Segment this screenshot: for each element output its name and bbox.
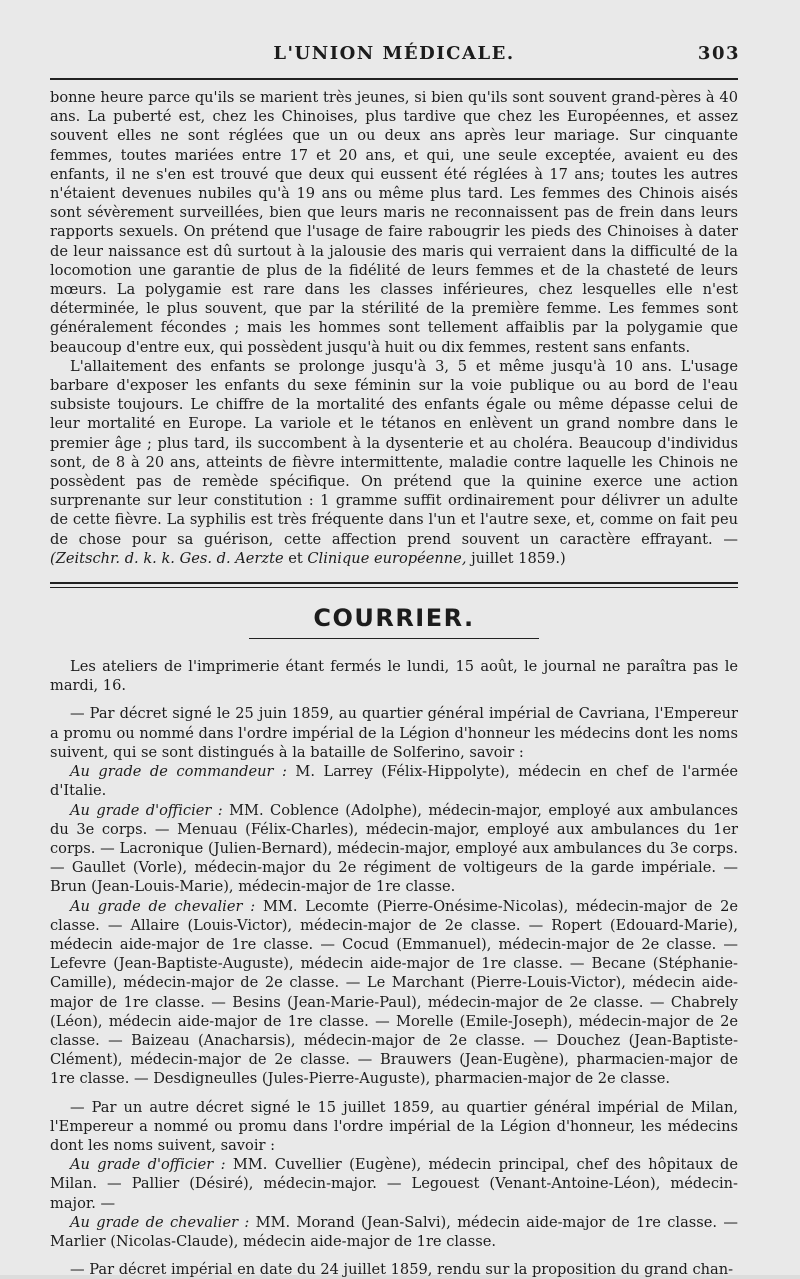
paragraph: Au grade de commandeur : M. Larrey (Félix-Hippolyte), médecin en chef de l'armée d'Italie. [50,763,738,800]
section-divider [50,582,738,588]
section-heading: COURRIER. [313,604,475,633]
article-continuation [50,88,738,568]
paragraph: Au grade d'officier : MM. Coblence (Adolphe), médecin-major, employé aux ambulances du 3e corps. — Menuau (Félix-Charles), médecin-major, employé aux ambulances du 1er corps. — Lacronique (Julien-Bernard), médecin-major, employé aux ambulances du 3e corps. — Gaullet (Vorle), médecin-major du 2e régiment de voltigeurs de la garde impériale. — Brun (Jean-Louis-Marie), médecin-major de 1re classe. [50,801,738,896]
header-rule [50,78,738,80]
paragraph: L'allaitement des enfants se prolonge jusqu'à 3, 5 et même jusqu'à 10 ans. L'usage barbare d'exposer les enfants du sexe féminin sur la voie publique ou au bord de l'eau subsiste toujours. Le chiffre de la mortalité des enfants égale ou même dépasse celui de leur mortalité en Europe. La variole et le tétanos en enlèvent un grand nombre dans le premier âge ; plus tard, ils succombent à la dysenterie et au choléra. Beaucoup d'individus sont, de 8 à 20 ans, atteints de fièvre intermittente, maladie contre laquelle les Chinois ne possèdent pas de remède spécifique. On prétend que la quinine exerce une action surprenante sur leur constitution : 1 gramme suffit ordinairement pour délivrer un adulte de cette fièvre. La syphilis est très fréquente dans l'un et l'autre sexe, et, comme on fait peu de chose pour sa guérison, cette affection prend souvent un caractère effrayant. — (Zeitschr. d. k. k. Ges. d. Aerzte et Clinique européenne, juillet 1859.) [50,357,738,567]
paragraph: Au grade de chevalier : MM. Lecomte (Pierre-Onésime-Nicolas), médecin-major de 2e classe. — Allaire (Louis-Victor), médecin-major de 2e classe. — Ropert (Edouard-Marie), médecin aide-major de 1re classe. — Cocud (Emmanuel), médecin-major de 2e classe. — Lefevre (Jean-Baptiste-Auguste), médecin aide-major de 1re classe. — Becane (Stéphanie-Camille), médecin-major de 2e classe. — Le Marchant (Pierre-Louis-Victor), médecin aide-major de 1re classe. — Besins (Jean-Marie-Paul), médecin-major de 2e classe. — Chabrely (Léon), médecin aide-major de 1re classe. — Morelle (Emile-Joseph), médecin-major de 2e classe. — Baizeau (Anacharsis), médecin-major de 2e classe. — Douchez (Jean-Baptiste-Clément), médecin-major de 2e classe. — Brauwers (Jean-Eugène), pharmacien-major de 1re classe. — Desdigneulles (Jules-Pierre-Auguste), pharmacien-major de 2e classe. [50,897,738,1088]
paragraph: Au grade de chevalier : MM. Morand (Jean-Salvi), médecin aide-major de 1re classe. — Marlier (Nicolas-Claude), médecin aide-major de 1re classe. [50,1213,738,1250]
courrier-section [50,657,738,1279]
paragraph: Au grade d'officier : MM. Cuvellier (Eugène), médecin principal, chef des hôpitaux de Milan. — Pallier (Désiré), médecin-major. — Legouest (Venant-Antoine-Léon), médecin-major. — [50,1156,738,1212]
paragraph: — Par décret signé le 25 juin 1859, au quartier général impérial de Cavriana, l'Empereur a promu ou nommé dans l'ordre impérial de la Légion d'honneur les médecins dont les noms suivent, qui se sont distingués à la bataille de Solferino, savoir : [50,705,738,761]
running-header [50,34,738,64]
paragraph: bonne heure parce qu'ils se marient très jeunes, si bien qu'ils sont souvent grand-pères à 40 ans. La puberté est, chez les Chinoises, plus tardive que chez les Européennes, et assez souvent elles ne sont réglées que un ou deux ans après leur mariage. Sur cinquante femmes, toutes mariées entre 17 et 20 ans, et qui, une seule exceptée, avaient eu des enfants, il ne s'en est trouvé que deux qui eussent été réglées à 17 ans; toutes les autres n'étaient devenues nubiles qu'à 19 ans ou même plus tard. Les femmes des Chinois aisés sont sévèrement surveillées, bien que leurs maris ne reconnaissent pas de frein dans leurs rapports sexuels. On prétend que l'usage de faire rabougrir les pieds des Chinoises à dater de leur naissance est dû surtout à la jalousie des maris qui verraient dans la difficulté de la locomotion une garantie de plus de la fidélité de leurs femmes et de la chasteté de leurs mœurs. La polygamie est rare dans les classes inférieures, chez lesquelles elle n'est déterminée, le plus souvent, que par la stérilité de la première femme. Les femmes sont généralement fécondes ; mais les hommes sont tellement affaiblis par la polygamie que beaucoup d'entre eux, qui possèdent jusqu'à huit ou dix femmes, restent sans enfants. [50,89,738,356]
paragraph: Les ateliers de l'imprimerie étant fermés le lundi, 15 août, le journal ne paraîtra pas le mardi, 16. [50,658,738,695]
heading-rule [249,638,539,639]
paragraph: — Par un autre décret signé le 15 juillet 1859, au quartier général impérial de Milan, l'Empereur a nommé ou promu dans l'ordre impérial de la Légion d'honneur, les médecins dont les noms suivent, savoir : [50,1098,738,1154]
paragraph: — Par décret impérial en date du 24 juillet 1859, rendu sur la proposition du grand chan- [70,1261,734,1279]
page-number: 303 [697,43,740,64]
journal-title: L'UNION MÉDICALE. [273,43,515,64]
